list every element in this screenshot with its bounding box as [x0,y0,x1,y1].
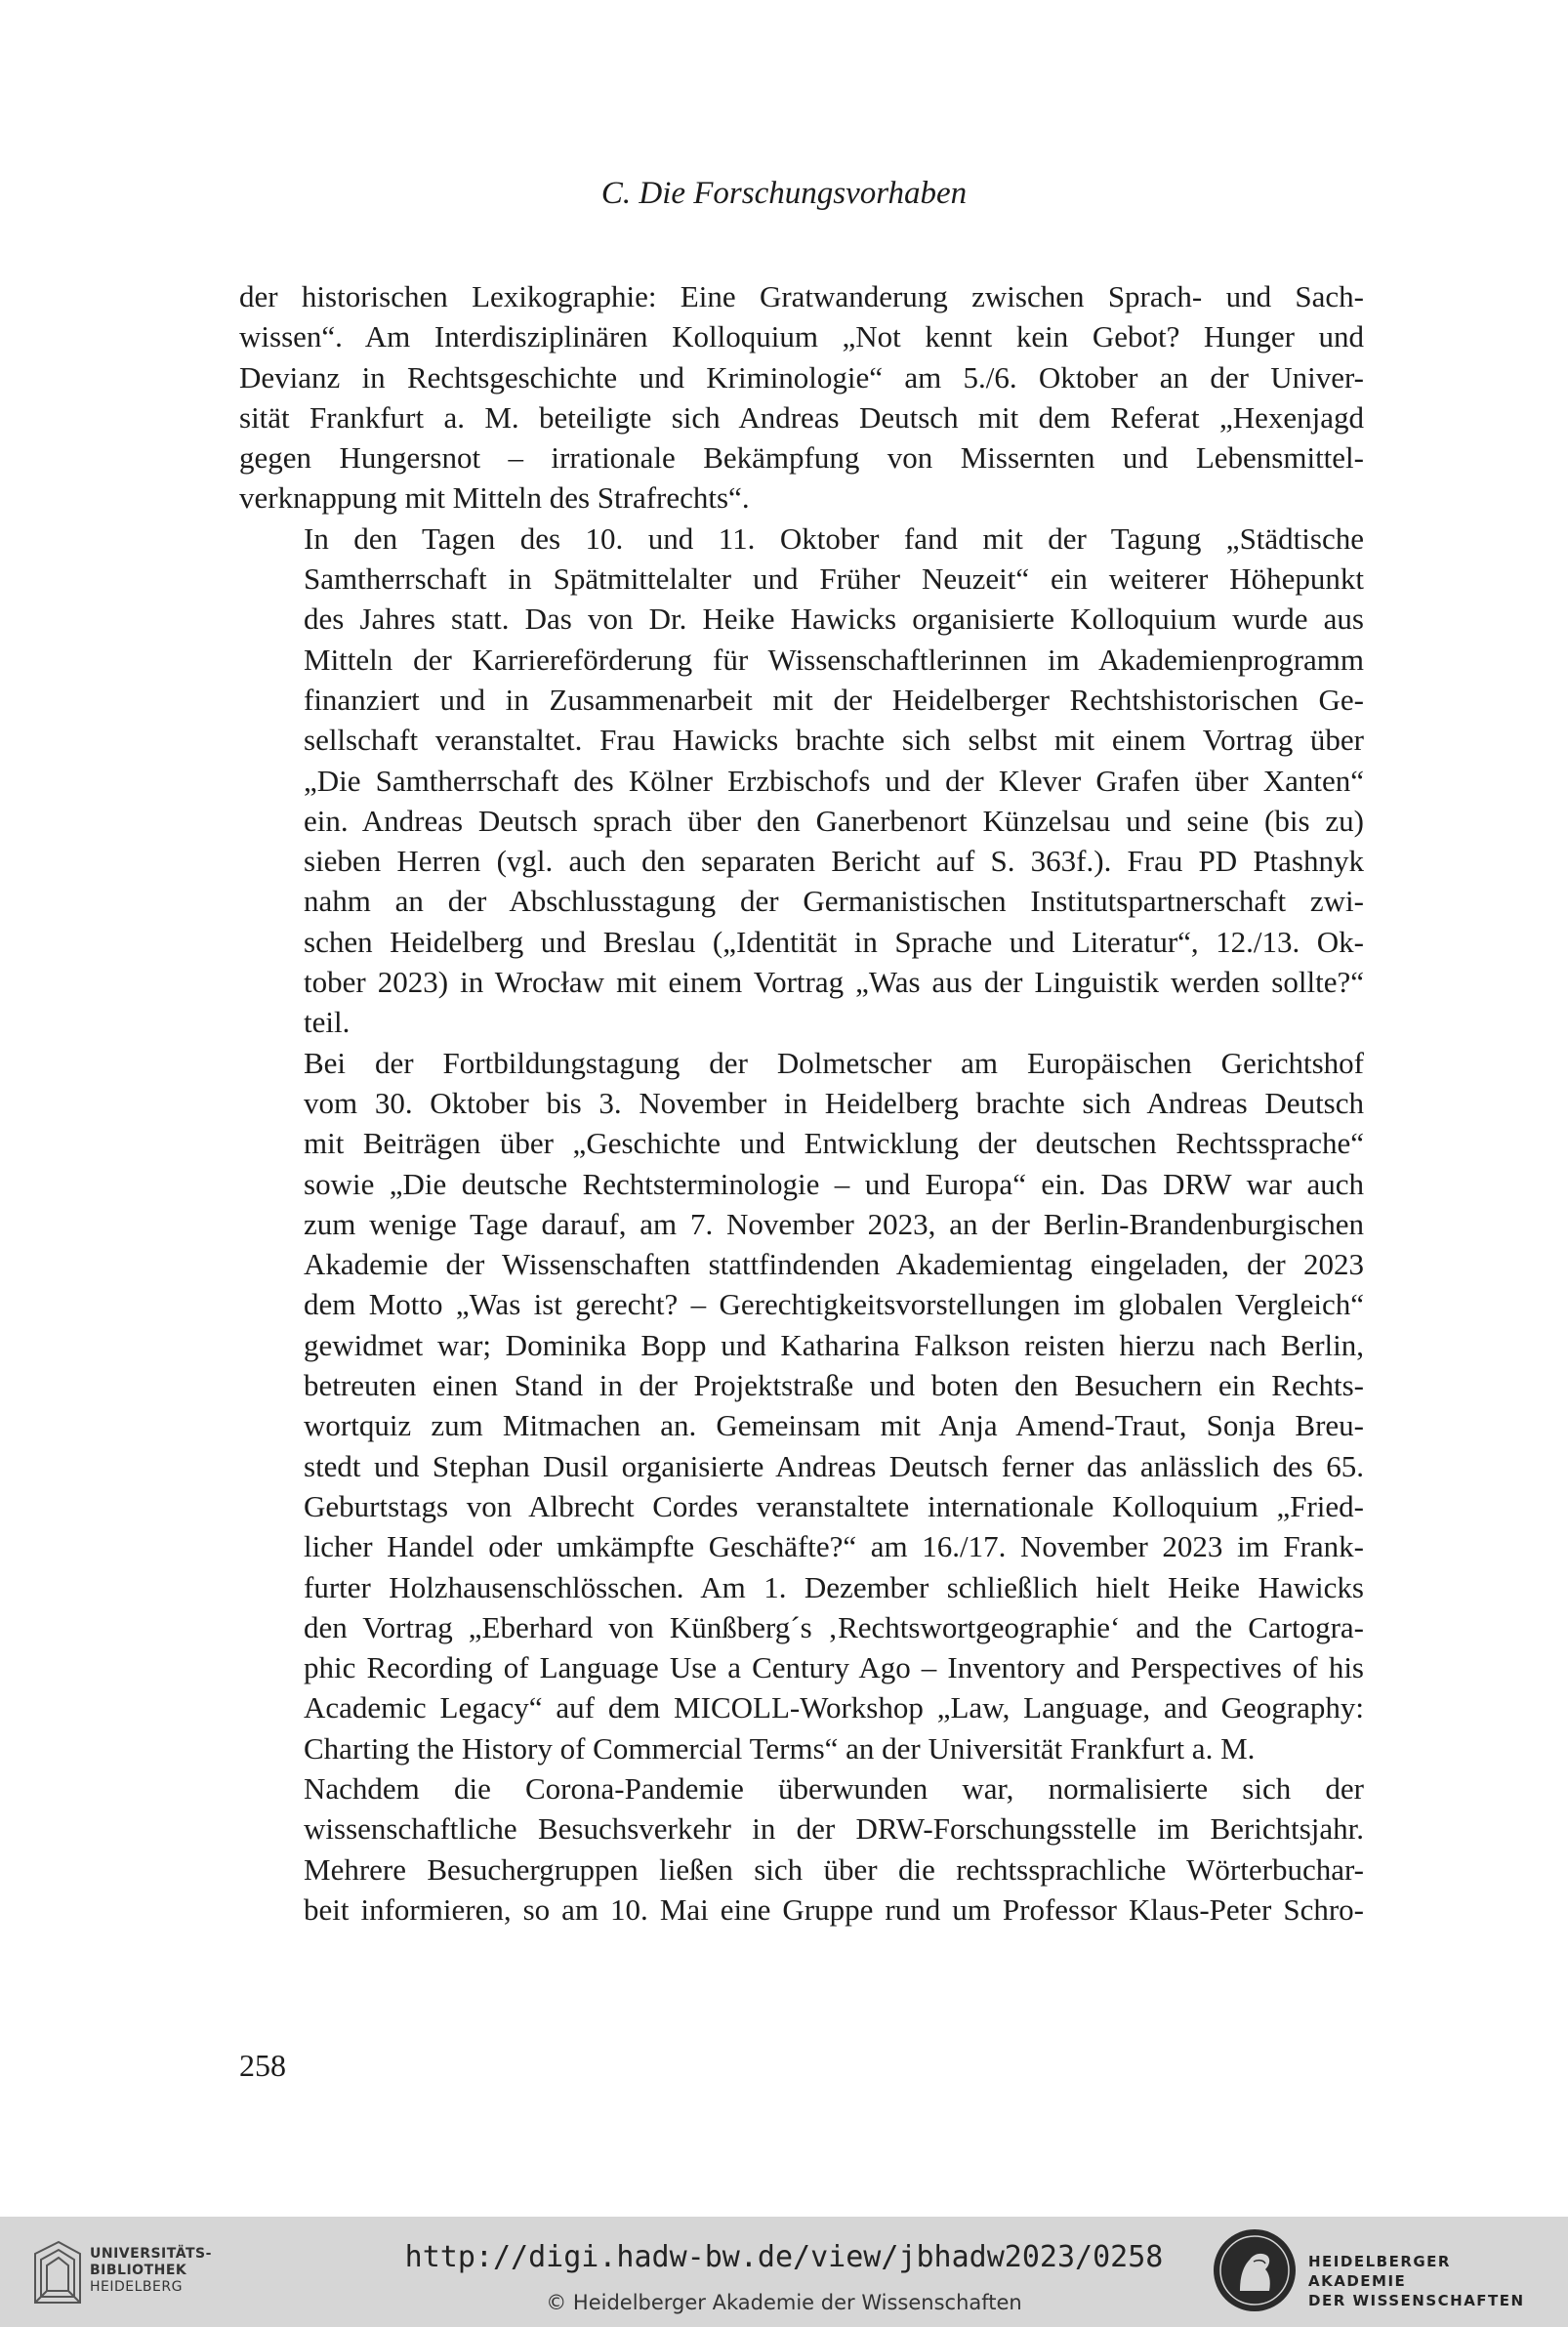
text-line: Akademie der Wissenschaften stattfindenden Akademientag eingeladen, der 2023 [304,1247,1364,1282]
page-number: 258 [239,2048,286,2083]
text-line: „Die Samtherrschaft des Kölner Erzbischofs und der Klever Grafen über Xanten“ [304,763,1364,798]
body-text [239,276,1364,1930]
text-line: verknappung mit Mitteln des Strafrechts“. [239,480,750,516]
text-line: gewidmet war; Dominika Bopp und Katharina Falkson reisten hierzu nach Berlin, [304,1327,1364,1362]
paragraph [239,276,1364,519]
text-line: tober 2023) in Wrocław mit einem Vortrag „Was aus der Linguistik werden sollte?“ [304,965,1364,1000]
logo-line: HEIDELBERGER AKADEMIE [1308,2253,1451,2290]
text-line: den Vortrag „Eberhard von Künßberg´s ‚Rechtswortgeographie‘ and the Cartogra- [304,1609,1364,1644]
text-line: betreuten einen Stand in der Projektstraße und boten den Besuchern ein Rechts- [304,1368,1364,1403]
text-line: Charting the History of Commercial Terms“ an der Universität Frankfurt a. M. [304,1730,1256,1766]
permalink-url[interactable]: http://digi.hadw-bw.de/view/jbhadw2023/0258 [404,2240,1164,2274]
text-line: sellschaft veranstaltet. Frau Hawicks brachte sich selbst mit einem Vortrag über [304,723,1364,758]
text-line: Nachdem die Corona-Pandemie überwunden war, normalisierte sich der [304,1770,1364,1806]
text-line: phic Recording of Language Use a Century Ago – Inventory and Perspectives of his [304,1650,1364,1685]
text-line: dem Motto „Was ist gerecht? – Gerechtigkeitsvorstellungen im globalen Vergleich“ [304,1287,1364,1322]
footer-bar [0,2217,1568,2327]
academy-name [1308,2252,1552,2310]
text-line: teil. [304,1005,351,1040]
text-line: Samtherrschaft in Spätmittelalter und Früher Neuzeit“ ein weiterer Höhepunkt [304,561,1364,597]
logo-line: BIBLIOTHEK [90,2263,187,2278]
text-line: des Jahres statt. Das von Dr. Heike Hawicks organisierte Kolloquium wurde aus [304,602,1364,637]
text-line: mit Beiträgen über „Geschichte und Entwicklung der deutschen Rechtssprache“ [304,1126,1364,1161]
paragraph [239,1043,1364,1768]
text-line: Mitteln der Karriereförderung für Wissenschaftlerinnen im Akademienprogramm [304,642,1364,677]
text-line: sität Frankfurt a. M. beteiligte sich Andreas Deutsch mit dem Referat „Hexenjagd [239,399,1364,435]
text-line: wissenschaftliche Besuchsverkehr in der DRW-Forschungsstelle im Berichtsjahr. [304,1811,1364,1847]
text-line: stedt und Stephan Dusil organisierte Andreas Deutsch ferner das anlässlich des 65. [304,1448,1364,1483]
text-line: Academic Legacy“ auf dem MICOLL-Workshop „Law, Language, and Geography: [304,1690,1364,1725]
text-line: vom 30. Oktober bis 3. November in Heidelberg brachte sich Andreas Deutsch [304,1085,1364,1120]
text-line: sieben Herren (vgl. auch den separaten Bericht auf S. 363f.). Frau PD Ptashnyk [304,844,1364,879]
paragraph [239,519,1364,1043]
text-line: In den Tagen des 10. und 11. Oktober fand mit der Tagung „Städtische [304,520,1364,556]
running-head: C. Die Forschungsvorhaben [600,176,968,211]
text-line: licher Handel oder umkämpfte Geschäfte?“ am 16./17. November 2023 im Frank- [304,1529,1364,1564]
text-line: Geburtstags von Albrecht Cordes veranstaltete internationale Kolloquium „Fried- [304,1488,1364,1523]
text-line: Devianz in Rechtsgeschichte und Kriminologie“ am 5./6. Oktober an der Univer- [239,359,1364,395]
copyright-notice: © Heidelberger Akademie der Wissenschaften [546,2291,1022,2314]
text-line: schen Heidelberg und Breslau („Identität in Sprache und Literatur“, 12./13. Ok- [304,924,1364,959]
text-line: finanziert und in Zusammenarbeit mit der Heidelberger Rechtshistorischen Ge- [304,682,1364,717]
text-line: nahm an der Abschlusstagung der Germanistischen Institutspartnerschaft zwi- [304,884,1364,919]
text-line: wortquiz zum Mitmachen an. Gemeinsam mit Anja Amend-Traut, Sonja Breu- [304,1408,1364,1443]
text-line: beit informieren, so am 10. Mai eine Gruppe rund um Professor Klaus-Peter Schro- [304,1891,1364,1927]
academy-seal-icon [1211,2226,1299,2314]
logo-line: UNIVERSITÄTS- [90,2246,212,2262]
text-line: Bei der Fortbildungstagung der Dolmetscher am Europäischen Gerichtshof [304,1045,1364,1080]
logo-line: HEIDELBERG [90,2279,183,2295]
text-line: Mehrere Besuchergruppen ließen sich über die rechtssprachliche Wörterbuchar- [304,1851,1364,1887]
text-line: wissen“. Am Interdisziplinären Kolloquium „Not kennt kein Gebot? Hunger und [239,319,1364,354]
text-line: sowie „Die deutsche Rechtsterminologie – und Europa“ ein. Das DRW war auch [304,1166,1364,1201]
paragraph [239,1768,1364,1930]
logo-line: DER WISSENSCHAFTEN [1308,2292,1525,2309]
text-line: der historischen Lexikographie: Eine Gratwanderung zwischen Sprach- und Sach- [239,279,1364,313]
text-line: furter Holzhausenschlösschen. Am 1. Dezember schließlich hielt Heike Hawicks [304,1569,1364,1604]
academy-logo[interactable] [1211,2226,1552,2319]
text-line: ein. Andreas Deutsch sprach über den Ganerbenort Künzelsau und seine (bis zu) [304,803,1364,838]
text-line: gegen Hungersnot – irrationale Bekämpfung von Missernten und Lebensmittel- [239,440,1364,476]
text-line: zum wenige Tage darauf, am 7. November 2023, an der Berlin-Brandenburgischen [304,1206,1364,1241]
